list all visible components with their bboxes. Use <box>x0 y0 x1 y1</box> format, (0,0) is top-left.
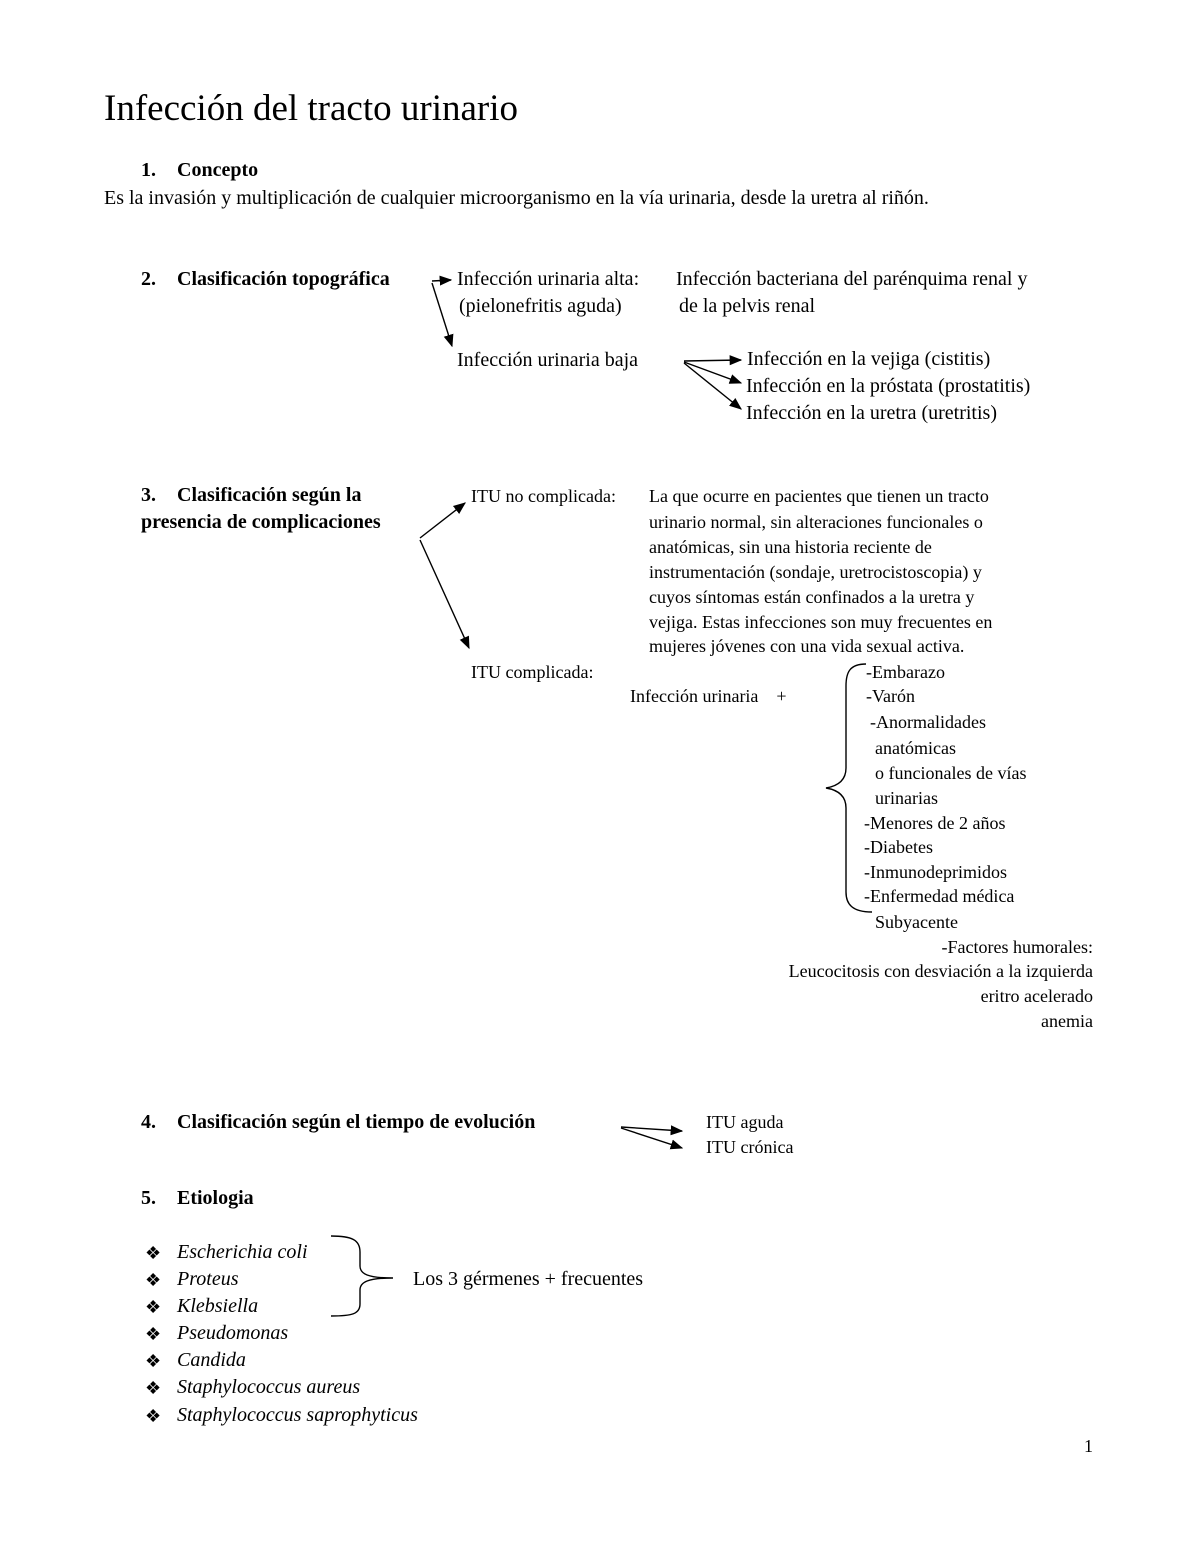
diamond-bullet-icon: ❖ <box>145 1243 162 1263</box>
factor-item: urinarias <box>875 788 938 808</box>
diamond-bullet-icon: ❖ <box>145 1351 162 1371</box>
itu-alta-sub: (pielonefritis aguda) <box>459 295 622 317</box>
section-2-heading: Clasificación topográfica <box>177 268 390 290</box>
itu-alta-label: Infección urinaria alta: <box>457 268 640 290</box>
organism-item: Staphylococcus aureus <box>177 1376 361 1398</box>
organism-item: Pseudomonas <box>177 1322 289 1344</box>
itu-no-complicada-label: ITU no complicada: <box>471 486 616 506</box>
arrow-to-no-complicada <box>420 503 465 538</box>
no-complicada-line: La que ocurre en pacientes que tienen un tracto <box>649 486 989 506</box>
no-complicada-line: vejiga. Estas infecciones son muy frecuentes en <box>649 612 993 632</box>
no-complicada-line: mujeres jóvenes con una vida sexual activa. <box>649 636 965 656</box>
arrow-to-complicada <box>420 540 469 648</box>
diamond-bullet-icon: ❖ <box>145 1406 162 1426</box>
arrow-to-aguda <box>621 1127 682 1131</box>
baja-item-uretritis: Infección en la uretra (uretritis) <box>746 402 997 424</box>
humorales-line: anemia <box>1041 1011 1093 1031</box>
section-2-number: 2. <box>141 268 156 290</box>
factor-item: -Diabetes <box>864 837 933 857</box>
humorales-line: eritro acelerado <box>980 986 1093 1006</box>
arrow-to-baja <box>432 283 452 346</box>
arrow-to-cistitis <box>684 360 741 361</box>
section-3-heading-2: presencia de complicaciones <box>141 511 381 533</box>
etiologia-brace <box>331 1236 393 1316</box>
factor-item: Subyacente <box>875 912 958 932</box>
arrow-to-cronica <box>621 1128 682 1148</box>
itu-baja-label: Infección urinaria baja <box>457 349 639 371</box>
factor-item: -Inmunodeprimidos <box>864 862 1007 882</box>
humorales-line: Leucocitosis con desviación a la izquierda <box>788 961 1093 981</box>
itu-alta-definition-2: de la pelvis renal <box>679 295 816 317</box>
factor-item: -Varón <box>866 686 915 706</box>
itu-alta-definition-1: Infección bacteriana del parénquima renal y <box>676 268 1028 290</box>
diamond-bullet-icon: ❖ <box>145 1324 162 1344</box>
section-5-heading: Etiologia <box>177 1187 254 1209</box>
no-complicada-line: anatómicas, sin una historia reciente de <box>649 537 932 557</box>
section-1-number: 1. <box>141 159 156 181</box>
section-5-number: 5. <box>141 1187 156 1209</box>
organism-item: Klebsiella <box>177 1295 259 1317</box>
brace-note: Los 3 gérmenes + frecuentes <box>413 1268 644 1290</box>
concepto-text: Es la invasión y multiplicación de cualquier microorganismo en la vía urinaria, desde la uretra al riñón. <box>104 187 929 209</box>
factor-item: o funcionales de vías <box>875 763 1027 783</box>
arrow-to-alta <box>432 280 451 281</box>
diamond-bullet-icon: ❖ <box>145 1378 162 1398</box>
arrow-to-uretritis <box>684 363 741 409</box>
no-complicada-line: instrumentación (sondaje, uretrocistoscopia) y <box>649 562 982 582</box>
itu-cronica: ITU crónica <box>706 1137 794 1157</box>
itu-complicada-label: ITU complicada: <box>471 662 594 682</box>
organism-item: Escherichia coli <box>177 1241 308 1263</box>
section-3-heading-1: Clasificación según la <box>177 484 362 506</box>
page-title: Infección del tracto urinario <box>104 88 518 129</box>
diamond-bullet-icon: ❖ <box>145 1297 162 1317</box>
section-4-number: 4. <box>141 1111 156 1133</box>
factor-item: anatómicas <box>875 738 956 758</box>
organism-item: Staphylococcus saprophyticus <box>177 1404 418 1426</box>
section-3-number: 3. <box>141 484 156 506</box>
no-complicada-line: urinario normal, sin alteraciones funcionales o <box>649 512 983 532</box>
organism-item: Proteus <box>177 1268 239 1290</box>
no-complicada-line: cuyos síntomas están confinados a la uretra y <box>649 587 975 607</box>
section-4-heading: Clasificación según el tiempo de evolución <box>177 1111 536 1133</box>
section-1-heading: Concepto <box>177 159 259 181</box>
itu-complicada-formula: Infección urinaria + <box>630 686 787 706</box>
factor-item: -Menores de 2 años <box>864 813 1006 833</box>
baja-item-cistitis: Infección en la vejiga (cistitis) <box>747 348 991 370</box>
factor-item: -Anormalidades <box>870 712 986 732</box>
page-number: 1 <box>1084 1436 1093 1456</box>
factor-item: -Enfermedad médica <box>864 886 1015 906</box>
diamond-bullet-icon: ❖ <box>145 1270 162 1290</box>
humorales-line: -Factores humorales: <box>941 937 1093 957</box>
factor-item: -Embarazo <box>866 662 945 682</box>
organism-item: Candida <box>177 1349 246 1371</box>
arrow-to-prostatitis <box>684 362 741 383</box>
baja-item-prostatitis: Infección en la próstata (prostatitis) <box>746 375 1031 397</box>
itu-aguda: ITU aguda <box>706 1112 784 1132</box>
